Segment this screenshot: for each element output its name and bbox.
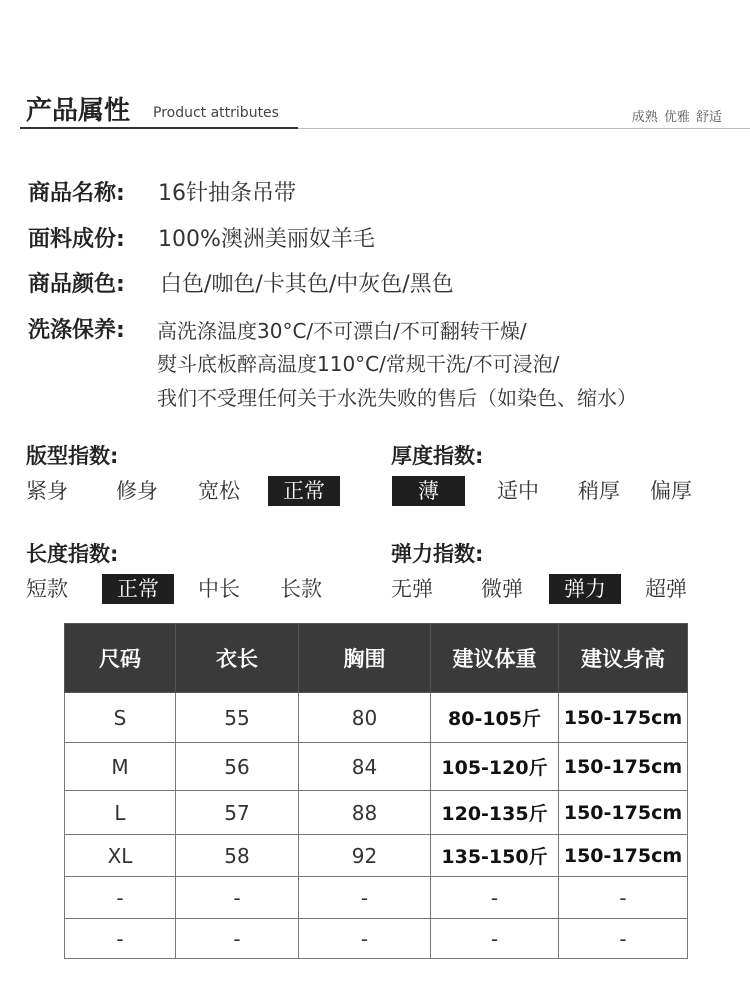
product-name-label: 商品名称:: [28, 181, 125, 206]
section-title: 产品属性: [26, 96, 131, 126]
cell-length: -: [176, 877, 299, 919]
fit-index-title: 版型指数:: [26, 444, 119, 468]
cell-weight: 80-105斤: [431, 693, 559, 743]
fit-option-normal-selected: 正常: [268, 476, 340, 506]
thickness-option-thin-selected: 薄: [392, 476, 465, 506]
cell-size: -: [65, 919, 176, 959]
length-option-normal-selected: 正常: [102, 574, 174, 604]
fabric-label: 面料成份:: [28, 227, 125, 252]
fit-option-slim: 修身: [116, 479, 158, 503]
cell-bust: 88: [299, 791, 431, 835]
cell-length: 57: [176, 791, 299, 835]
cell-bust: 80: [299, 693, 431, 743]
table-row: [65, 693, 688, 743]
product-name-value: 16针抽条吊带: [158, 181, 296, 206]
table-row: [65, 791, 688, 835]
length-option-mid: 中长: [198, 577, 240, 601]
cell-weight: 135-150斤: [431, 835, 559, 877]
cell-bust: -: [299, 919, 431, 959]
cell-weight: 105-120斤: [431, 743, 559, 791]
header-weight: 建议体重: [431, 624, 559, 693]
length-option-short: 短款: [26, 577, 68, 601]
cell-height: -: [559, 877, 688, 919]
cell-weight: 120-135斤: [431, 791, 559, 835]
care-line-2: 熨斗底板醉高温度110°C/常规干洗/不可浸泡/: [157, 352, 560, 376]
cell-length: 56: [176, 743, 299, 791]
cell-height: 150-175cm: [559, 693, 688, 743]
cell-height: 150-175cm: [559, 791, 688, 835]
cell-length: 55: [176, 693, 299, 743]
color-label: 商品颜色:: [28, 272, 125, 297]
thickness-option-medium: 适中: [497, 479, 539, 503]
cell-length: 58: [176, 835, 299, 877]
table-row: [65, 743, 688, 791]
header-divider-accent: [20, 127, 298, 129]
length-index-title: 长度指数:: [26, 542, 119, 566]
fit-option-loose: 宽松: [198, 479, 240, 503]
thickness-option-thick: 偏厚: [650, 479, 692, 503]
cell-size: M: [65, 743, 176, 791]
table-row: [65, 835, 688, 877]
style-tags: 成熟 优雅 舒适: [631, 110, 722, 125]
cell-size: -: [65, 877, 176, 919]
header-height: 建议身高: [559, 624, 688, 693]
cell-length: -: [176, 919, 299, 959]
elasticity-option-elastic-selected: 弹力: [549, 574, 621, 604]
cell-size: S: [65, 693, 176, 743]
header-size: 尺码: [65, 624, 176, 693]
cell-bust: 84: [299, 743, 431, 791]
thickness-option-thicker: 稍厚: [578, 479, 620, 503]
thickness-index-title: 厚度指数:: [391, 444, 484, 468]
cell-bust: 92: [299, 835, 431, 877]
cell-weight: -: [431, 877, 559, 919]
section-subtitle: Product attributes: [153, 105, 279, 121]
cell-height: -: [559, 919, 688, 959]
care-line-1: 高洗涤温度30°C/不可漂白/不可翻转干燥/: [157, 319, 527, 343]
header-length: 衣长: [176, 624, 299, 693]
care-line-3: 我们不受理任何关于水洗失败的售后（如染色、缩水）: [157, 386, 637, 410]
cell-weight: -: [431, 919, 559, 959]
color-value: 白色/咖色/卡其色/中灰色/黑色: [160, 272, 454, 297]
size-table: [64, 623, 688, 959]
size-table-header-row: [65, 624, 688, 693]
elasticity-option-super: 超弹: [645, 577, 687, 601]
fabric-value: 100%澳洲美丽奴羊毛: [158, 227, 375, 252]
fit-option-tight: 紧身: [26, 479, 68, 503]
cell-size: L: [65, 791, 176, 835]
cell-height: 150-175cm: [559, 743, 688, 791]
table-row: [65, 919, 688, 959]
length-option-long: 长款: [280, 577, 322, 601]
cell-size: XL: [65, 835, 176, 877]
care-label: 洗涤保养:: [28, 318, 125, 343]
cell-height: 150-175cm: [559, 835, 688, 877]
table-row: [65, 877, 688, 919]
header-bust: 胸围: [299, 624, 431, 693]
elasticity-index-title: 弹力指数:: [391, 542, 484, 566]
elasticity-option-slight: 微弹: [481, 577, 523, 601]
cell-bust: -: [299, 877, 431, 919]
elasticity-option-none: 无弹: [391, 577, 433, 601]
